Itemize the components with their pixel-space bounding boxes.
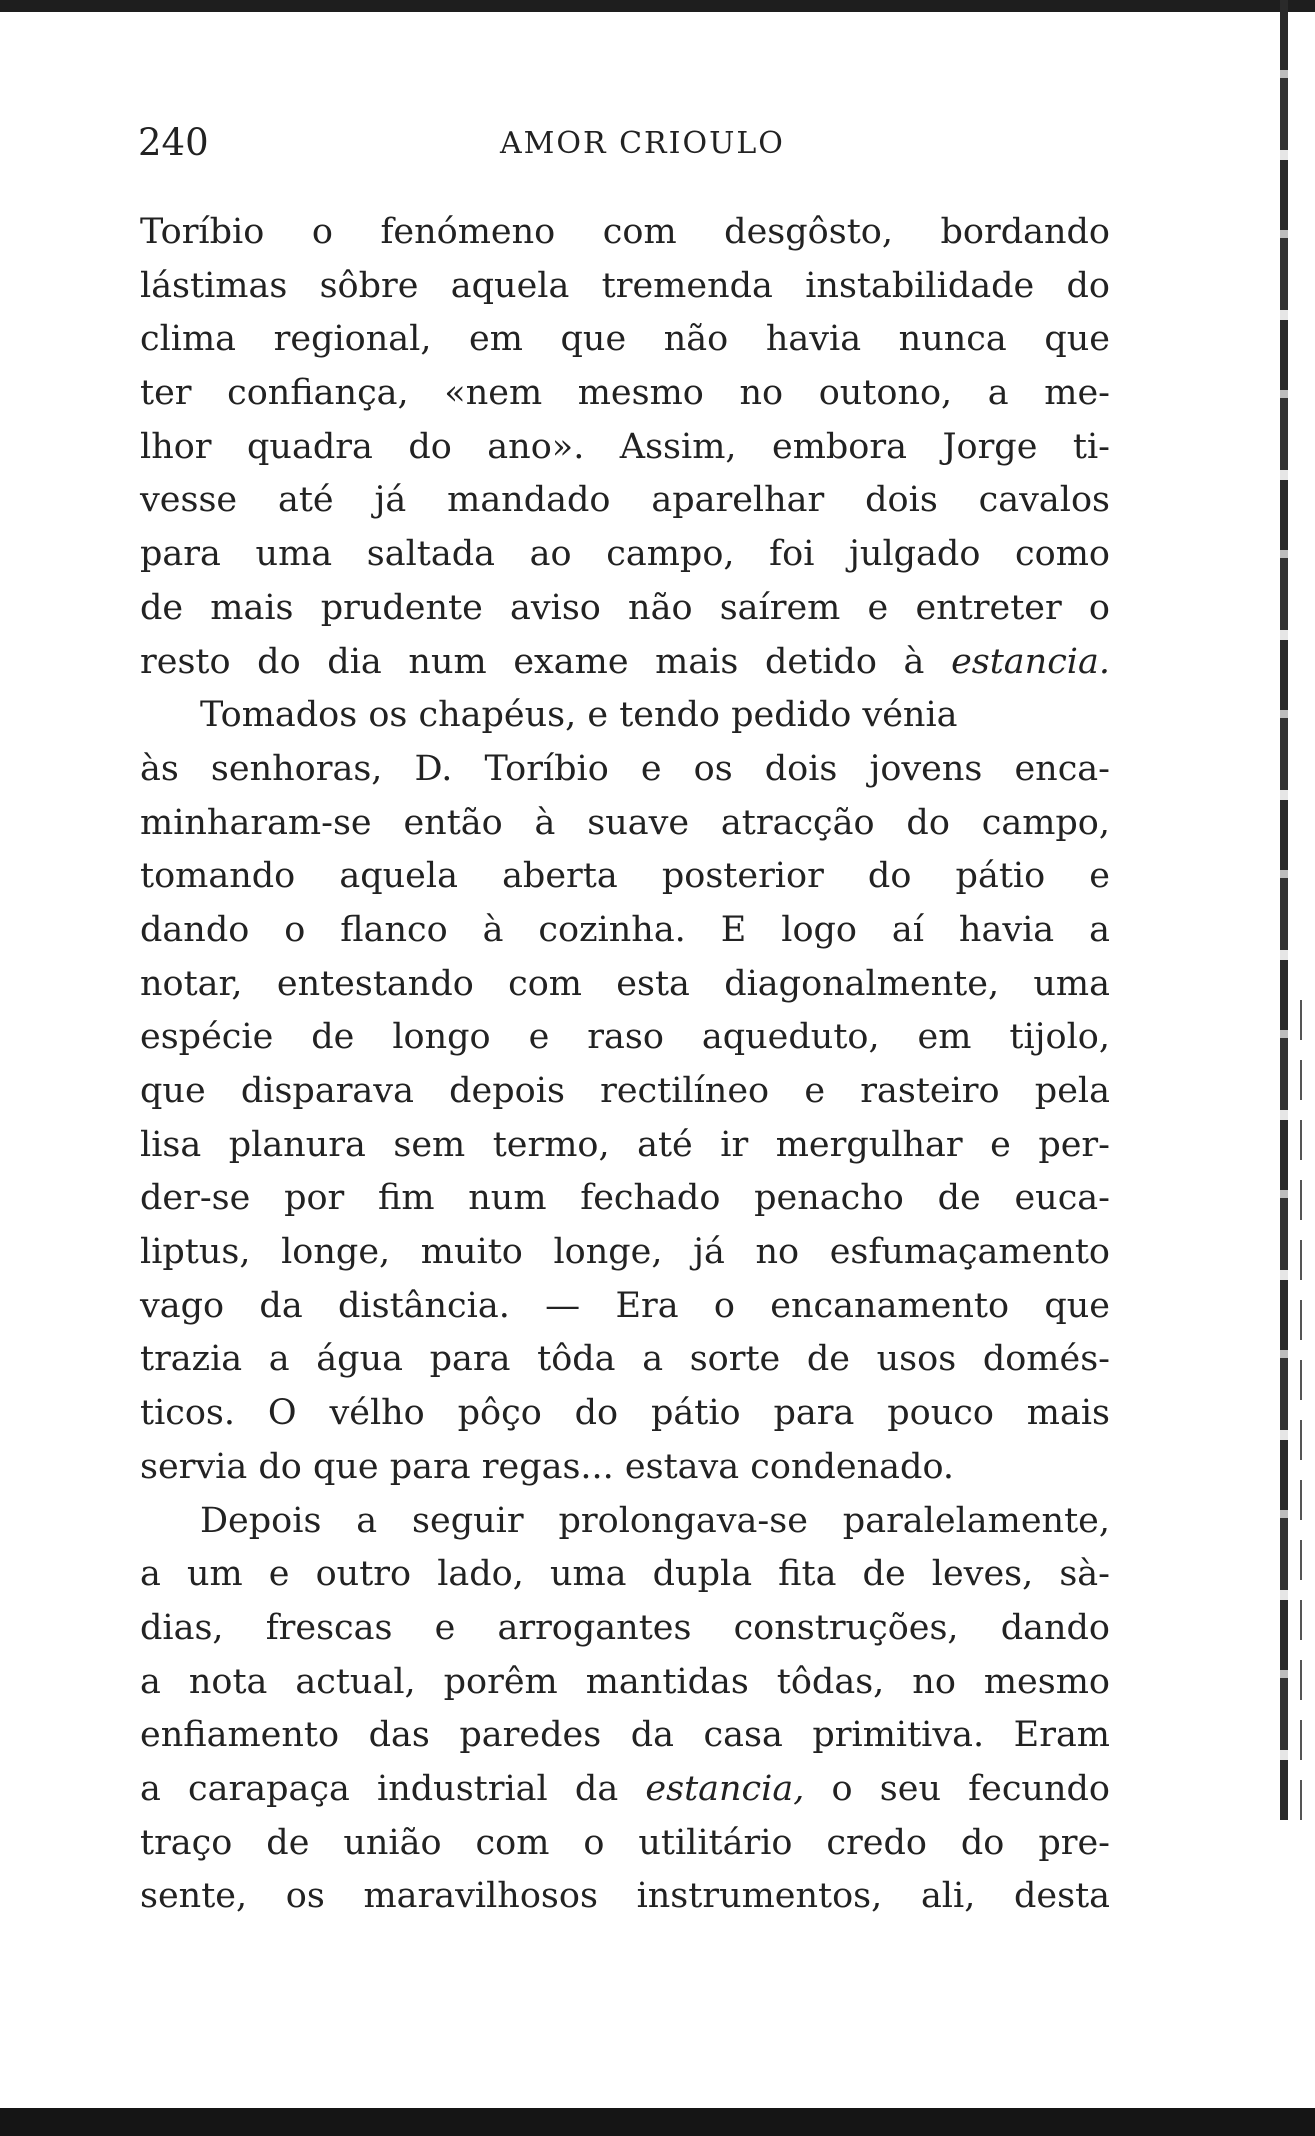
paragraph-end-line: servia do que para regas... estava condenado.: [140, 1446, 955, 1487]
body-text: [140, 206, 1110, 1924]
text-line: enfiamento das paredes da casa primitiva. Eram: [140, 1715, 1110, 1756]
bottom-scan-border: [0, 2108, 1315, 2136]
paragraph-start-line: Depois a seguir prolongava-se paralelamente,: [200, 1500, 1110, 1541]
text-line: lástimas sôbre aquela tremenda instabilidade do: [140, 265, 1110, 306]
text-line: para uma saltada ao campo, foi julgado como: [140, 534, 1110, 575]
text-line-part: resto do dia num exame mais detido à: [140, 641, 925, 682]
text-line: que disparava depois rectilíneo e rasteiro pela: [140, 1071, 1110, 1111]
text-line: traço de união com o utilitário credo do pre-: [140, 1822, 1110, 1863]
text-line: minharam-se então à suave atracção do campo,: [140, 802, 1110, 843]
text-line: dando o flanco à cozinha. E logo aí havia a: [140, 909, 1110, 950]
text-line: tomando aquela aberta posterior do pátio e: [140, 856, 1110, 897]
text-line: clima regional, em que não havia nunca que: [140, 319, 1110, 360]
text-line: [140, 1763, 1110, 1817]
text-line: trazia a água para tôda a sorte de usos domés-: [140, 1339, 1110, 1380]
italic-word-estancia: estancia,: [645, 1768, 805, 1809]
page-header: [138, 118, 1138, 168]
page-number: 240: [138, 121, 209, 164]
text-line: a um e outro lado, uma dupla fita de leves, sà-: [140, 1554, 1110, 1595]
text-line: liptus, longe, muito longe, já no esfumaçamento: [140, 1232, 1110, 1273]
text-line: dias, frescas e arrogantes construções, dando: [140, 1607, 1110, 1648]
text-line: espécie de longo e raso aqueduto, em tijolo,: [140, 1017, 1110, 1058]
text-line: Toríbio o fenómeno com desgôsto, bordando: [140, 212, 1110, 252]
text-line: às senhoras, D. Toríbio e os dois jovens enca-: [140, 748, 1110, 789]
italic-word-estancia: estancia.: [951, 641, 1110, 682]
text-line: lisa planura sem termo, até ir mergulhar e per-: [140, 1124, 1110, 1165]
text-line: notar, entestando com esta diagonalmente, uma: [140, 963, 1110, 1004]
paragraph-start-line: Tomados os chapéus, e tendo pedido vénia: [200, 695, 958, 736]
text-line: vesse até já mandado aparelhar dois cavalos: [140, 480, 1110, 521]
right-page-edge-shadow: [1300, 1000, 1302, 1820]
text-line: vago da distância. — Era o encanamento que: [140, 1285, 1110, 1326]
text-line: a nota actual, porêm mantidas tôdas, no mesmo: [140, 1661, 1110, 1702]
text-line-part: a carapaça industrial da: [140, 1768, 619, 1809]
text-line: [140, 636, 1110, 690]
running-title: AMOR CRIOULO: [500, 126, 785, 161]
top-scan-border: [0, 0, 1315, 12]
text-line: de mais prudente aviso não saírem e entreter o: [140, 587, 1110, 628]
text-line: der-se por fim num fechado penacho de euca-: [140, 1178, 1110, 1219]
text-line-part: o seu fecundo: [804, 1768, 1110, 1809]
right-page-edge: [1280, 0, 1288, 1820]
text-line: sente, os maravilhosos instrumentos, ali, desta: [140, 1876, 1110, 1917]
text-line: ticos. O vélho pôço do pátio para pouco mais: [140, 1393, 1110, 1434]
text-line: ter confiança, «nem mesmo no outono, a me-: [140, 373, 1110, 414]
text-line: lhor quadra do ano». Assim, embora Jorge ti-: [140, 426, 1110, 467]
